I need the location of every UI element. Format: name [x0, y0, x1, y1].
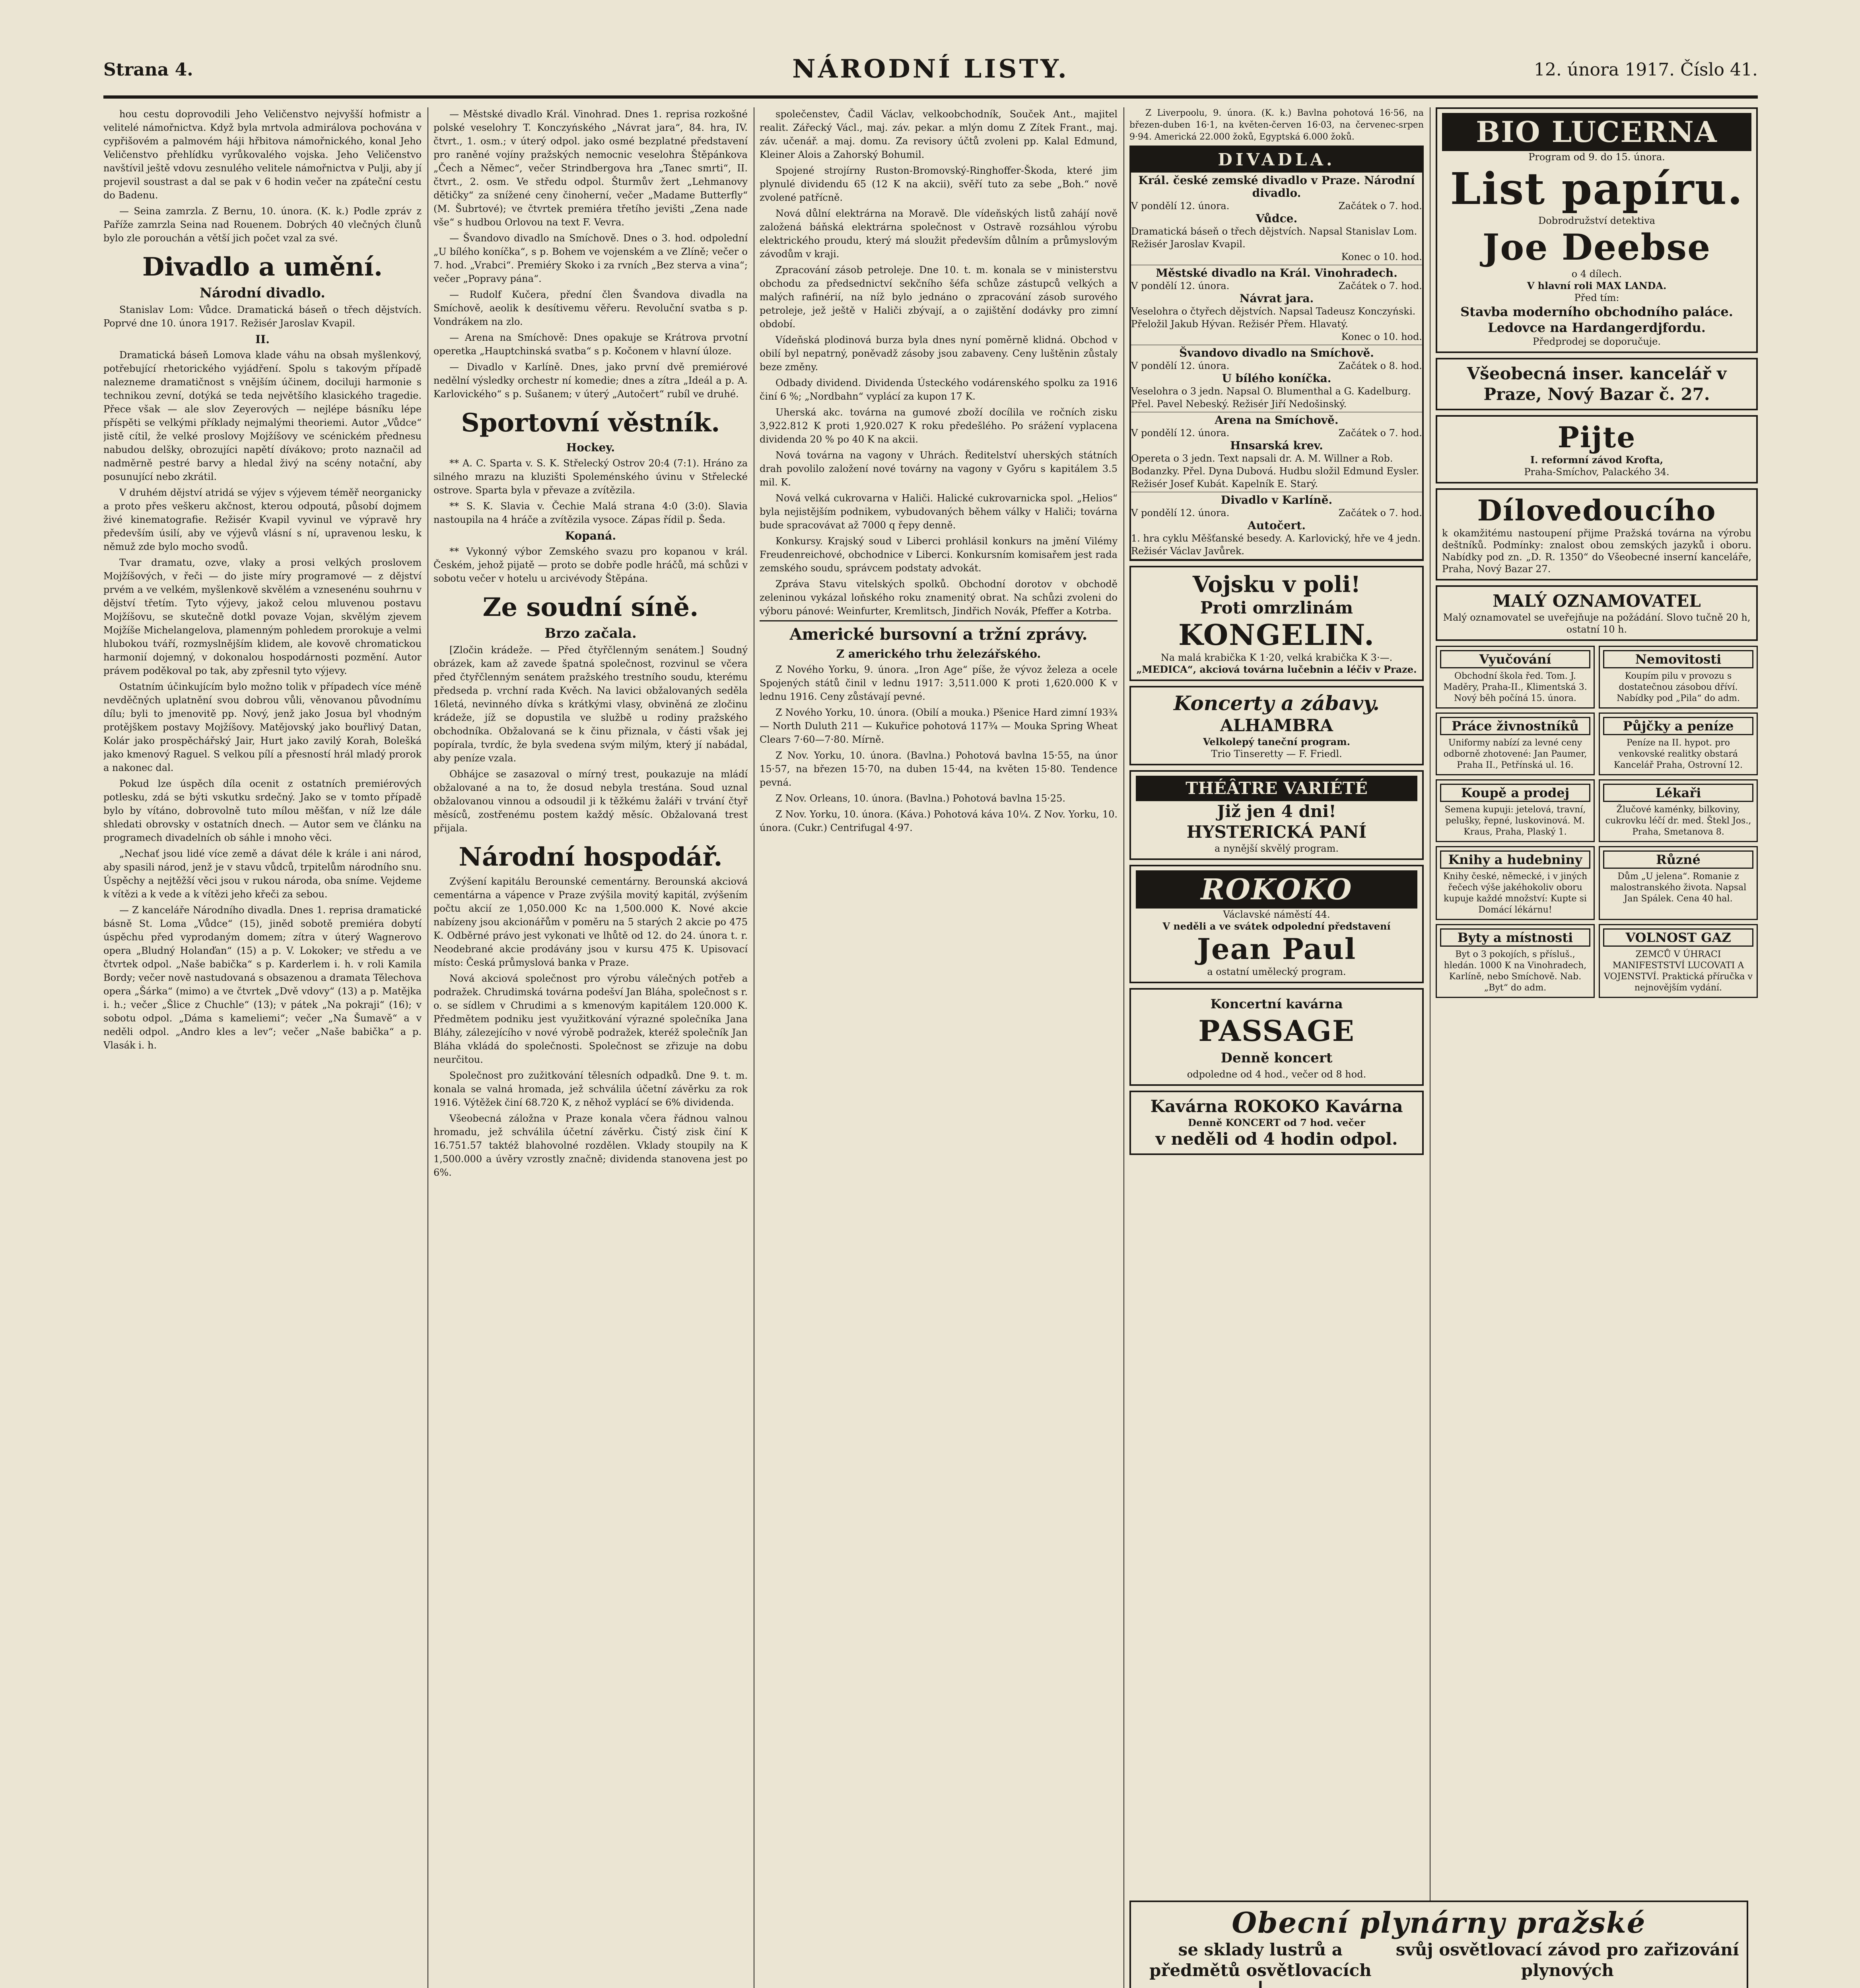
theatre-listings: [1129, 146, 1424, 561]
theatre-name: Švandovo divadlo na Smíchově.: [1179, 346, 1374, 359]
article-paragraph: Z Nov. Yorku, 10. února. (Bavlna.) Pohotová bavlna 15·55, na únor 15·57, na březen 15·70, na duben 15·44, na květen 15·80. Tendence pevná.: [760, 750, 1118, 788]
article-paragraph: Nová důlní elektrárna na Moravě. Dle vídeňských listů zahájí nově založená báňská elektrárna společnost v Ostravě rozsáhlou výrobu elektrického proudu, který má sloužit především důlním a průmyslovým závodům v kraji.: [760, 208, 1118, 260]
newspaper-title: NÁRODNÍ LISTY.: [792, 54, 1069, 84]
ad-line: Proti omrzlinám: [1200, 598, 1353, 617]
ad-line: ROKOKO: [1136, 870, 1417, 909]
section-title: Americké bursovní a tržní zprávy.: [760, 620, 1118, 645]
ad-line: V neděli a ve svátek odpolední představení: [1162, 920, 1391, 932]
theatre-listing: [1131, 492, 1422, 559]
ad-kavarna-rokoko: [1129, 1091, 1424, 1155]
ad-theatre-variete: [1129, 770, 1424, 860]
classified-heading: Vyučování: [1440, 650, 1590, 668]
theatre-schedule: [1131, 427, 1422, 439]
classified-text: Peníze na II. hypot. pro venkovské realitky obstará Kancelář Praha, Ostrovní 12.: [1614, 738, 1743, 770]
article-paragraph: — Švandovo divadlo na Smíchově. Dnes o 3. hod. odpolední „U bílého koníčka“, s p. Bohem ve vojenském a ve Zlíně; večer o 7. hod. „Vrabci“. Premiéry Skoko i za rvních „Bez sterva a vina“; večer „Popravy pána“.: [433, 233, 748, 284]
ad-line: I. reformní závod Krofta,: [1530, 454, 1664, 466]
article-paragraph: ** Vykonný výbor Zemského svazu pro kopanou v král. Českém, jehož pijatě — proto se dobře podle hráčů, má schůzi v sobotu večer v hotelu u arcivévody Štěpána.: [433, 546, 748, 584]
review-heading: Stanislav Lom: Vůdce. Dramatická báseň o třech dějstvích. Poprvé dne 10. února 1917. Režisér Jaroslav Kvapil.: [103, 304, 422, 329]
ad-line: v neděli od 4 hodin odpol.: [1155, 1129, 1398, 1149]
ad-line: Velkolepý taneční program.: [1203, 736, 1350, 747]
classified-ad: [1599, 712, 1758, 775]
column-divider: [1123, 107, 1124, 1988]
article-paragraph: Zpracování zásob petroleje. Dne 10. t. m. konala se v ministerstvu obchodu za předsednictví sekčního šéfa schůze zástupců velkých a malých rafinérií, na níž bylo jednáno o zpracování zásob surového petroleje, jež ještě v Haliči zbývají, a o zajištění dodávky pro zimní období.: [760, 264, 1118, 330]
ad-line: Dobrodružství detektiva: [1538, 215, 1655, 226]
theatre-listing: [1131, 265, 1422, 345]
classified-text: Obchodní škola řed. Tom. J. Maděry, Praha-II., Klimentská 3. Nový běh počíná 15. února.: [1443, 671, 1587, 703]
theatre-name: Městské divadlo na Král. Vinohradech.: [1156, 266, 1397, 280]
ad-line: HYSTERICKÁ PANÍ: [1186, 822, 1367, 842]
classified-heading: Nemovitosti: [1603, 650, 1753, 668]
part-number: II.: [255, 333, 270, 346]
classified-text: Semena kupuji: jetelová, travní, pelušky, řepné, luskovinová. M. Kraus, Praha, Plaský 1.: [1444, 805, 1586, 837]
ad-line: svůj osvětlovací závod pro zařizování plynových: [1395, 1940, 1739, 1980]
ad-line: Obecní plynárny pražské: [1232, 1906, 1646, 1939]
section-title: Divadlo a umění.: [142, 252, 383, 282]
theatre-info: 1. hra cyklu Měšťanské besedy. A. Karlovický, hře ve 4 jedn. Režisér Václav Javůrek.: [1131, 533, 1421, 557]
article-paragraph: Konkursy. Krajský soud v Liberci prohlásil konkurs na jmění Vilémy Freudenreichové, obchodnice v Liberci. Konkursním komisařem jest rada zemského soudu, správcem podstaty advokát.: [760, 536, 1118, 574]
ad-line: Trio Tinseretty — F. Friedl.: [1211, 748, 1342, 759]
ad-line: MALÝ OZNAMOVATEL: [1493, 591, 1701, 611]
classified-text: Koupím pilu v provozu s dostatečnou zásobou dříví. Nabídky pod „Pila“ do adm.: [1617, 671, 1740, 703]
ad-rokoko: [1129, 865, 1424, 983]
theatre-name: Divadlo v Karlíně.: [1221, 493, 1333, 507]
theatre-time: Začátek o 8. hod.: [1338, 360, 1422, 371]
article-paragraph: — Městské divadlo Král. Vinohrad. Dnes 1. reprisa rozkošné polské veselohry T. Konczyńského „Návrat jara“, 84. hra, IV. čtvrt., 1. osm.; v úterý odpol. jako osmé bezplatné představení pro raněné vojíny pražských nemocnic veselohra Štěpánkova „Čech a Němec“, večer Strindbergova hra „Tanec smrti“, II. čtvrt., 2. osm. Ve středu odpol. Šturmův žert „Lehmanovy dětičky“ za snížené ceny činoherní, večer „Madame Butterfly“ (M. Šubrtové); ve čtvrtek premiéra třetího jevišti „Zena nade vše“ s hudbou Orlovou na text F. Vevra.: [433, 109, 748, 228]
classified-ad: [1436, 924, 1595, 998]
article-paragraph: Odbady dividend. Dividenda Ústeckého vodárenského spolku za 1916 činí 6 %; „Nordbahn“ vyplácí za kupon 17 K.: [760, 377, 1118, 402]
article-paragraph: — Rudolf Kučera, přední člen Švandova divadla na Smíchově, aeolik k desítivemu věřeru. Revoluční svatba s p. Vondrákem na zlo.: [433, 289, 748, 327]
classified-text: Knihy české, německé, i v jiných řečech výše jakéhokoliv oboru kupuje každé množství: Kupte si Domácí lékárnu!: [1443, 872, 1588, 915]
article-paragraph: — Arena na Smíchově: Dnes opakuje se Krátrova prvotní operetka „Hauptchinská svatba“ s p. Kočonem v hlavní úloze.: [433, 332, 748, 357]
ad-line: Pijte: [1557, 420, 1636, 454]
ad-line: Na malá krabička K 1·20, velká krabička K 3·—.: [1160, 652, 1393, 663]
issue-date: 12. února 1917. Číslo 41.: [1533, 60, 1758, 80]
theatre-time: Začátek o 7. hod.: [1338, 507, 1422, 518]
article-paragraph: Nová akciová společnost pro výrobu válečných potřeb a podražek. Chrudimská továrna podešví Jan Bláha, společnost s r. o. se sídlem v Chrudimi a s kmenovým kapitálem 120.000 K. Předmětem podniku jest využitkování výrazné společníka Jana Bláhy, zálezejícího v nové výrobě podražek, kteréž společník Jan Bláha vkládá do společnosti. Společnost se zřizuje na dobu neurčitou.: [433, 973, 748, 1065]
article-paragraph: Zpráva Stavu vitelských spolků. Obchodní dorotov v obchodě zeleninou vykázal loňského roku znamenitý obrat. Na schůzi zvoleni do výboru pánové: Weinfurter, Kremlitsch, Jindřich Novák, Pfeffer a Kotrba.: [760, 579, 1118, 617]
article-paragraph: [Zločin krádeže. — Před čtyřčlenným senátem.] Soudný obrázek, kam až zavede špatná společnost, rozvinul se včera před čtyřčlenným senátem pražského trestního soudu, kterému předseda p. vrchní rada Kvěch. Na lavici obžalovaných seděla 16letá, nevinného dívka s krátkými vlasy, obviněná ze zločinu krádeže, jíž se dopustila ve službě u rodiny pražského obchodníka. Obžalovaná se k činu přiznala, v části však jej popírala, tvrdíc, že byla svedena svým milým, který jí nabádal, aby peníze vzala.: [433, 645, 748, 764]
ad-line: Dílovedoucího: [1477, 493, 1716, 527]
ad-line: „MEDICA“, akciová továrna lučebnin a léčiv v Praze.: [1136, 664, 1417, 675]
ad-line: Kavárna ROKOKO Kavárna: [1150, 1097, 1403, 1116]
article-paragraph: „Nechať jsou lidé více země a dávat déle k krále i ani národ, aby spasili národ, jenž je v stavu vůdců, trpitelům národního snu. Úspěchy a nejtěžší věci jsou v rukou národa, oba sníme. Vejdeme k vítězi a k vede a k vítězi jeho křeči za sebou.: [103, 848, 422, 900]
article-paragraph: Z Nového Yorku, 10. února. (Obilí a mouka.) Pšenice Hard zimní 193¾ — North Duluth 211 — Kukuřice pohotová 117¾ — Mouka Spring Wheat Clears 7·60—7·80. Mírně.: [760, 707, 1118, 745]
column-4: [1129, 107, 1424, 1988]
classified-text: ZEMCŮ V ÚHRACI MANIFESTSTVÍ LUCOVATI A VOJENSTVÍ. Praktická příručka v nejnovějším vydání.: [1604, 949, 1753, 993]
classified-heading: Různé: [1603, 850, 1753, 869]
ad-line: Před tím:: [1574, 292, 1619, 303]
theatre-schedule: [1131, 507, 1422, 519]
ad-line: Stavba moderního obchodního paláce.: [1460, 304, 1733, 319]
article-paragraph: Nová továrna na vagony v Uhrách. Ředitelství uherských státních drah povolilo založení nové továrny na vagony v Győru s kapitálem 3.5 mil. K.: [760, 450, 1118, 488]
page-number: Strana 4.: [103, 60, 193, 80]
article-paragraph: Z Nov. Orleans, 10. února. (Bavlna.) Pohotová bavlna 15·25.: [775, 793, 1065, 804]
ad-line: a ostatní umělecký program.: [1207, 966, 1346, 977]
theatre-play: Vůdce.: [1256, 212, 1298, 225]
classified-ad: [1436, 712, 1595, 775]
theatre-date: V pondělí 12. února.: [1131, 427, 1230, 439]
ad-line: Praha-Smíchov, Palackého 34.: [1524, 466, 1670, 478]
theatre-listing: [1131, 173, 1422, 265]
small-ads-grid: [1436, 646, 1758, 998]
section-title: Ze soudní síně.: [482, 592, 699, 622]
theatre-listing: [1131, 345, 1422, 412]
theatre-date: V pondělí 12. února.: [1131, 200, 1230, 212]
classified-ad: [1436, 846, 1595, 920]
ad-line: se sklady lustrů a předmětů osvětlovacích: [1149, 1940, 1372, 1980]
article-paragraph: ** S. K. Slavia v. Čechie Malá strana 4:0 (3:0). Slavia nastoupila na 4 hráče a zvítězila vysoce. Zápas řídil p. Šeda.: [433, 501, 748, 525]
classified-heading: Lékaři: [1603, 784, 1753, 802]
article-paragraph: Obhájce se zasazoval o mírný trest, poukazuje na mládí obžalované a na to, že dosud nebyla trestána. Soud uznal obžalovanou vinnou a odsoudil ji k těžkému žaláři v trvání čtyř měsíců, zostřenému postem každý měsíc. Obžalovaná trest přijala.: [433, 769, 748, 834]
section-subtitle: Kopaná.: [565, 529, 616, 542]
theatre-date: V pondělí 12. února.: [1131, 507, 1230, 518]
theatre-info: Dramatická báseň o třech dějstvích. Napsal Stanislav Lom. Režisér Jaroslav Kvapil.: [1131, 226, 1417, 250]
article-paragraph: Tvar dramatu, ozve, vlaky a prosi velkých proslovem Mojžíšových, v řeči — do jiste míry programové — z dějství prvém a ve velkém, myšlenkově skvělém a vznesenénu souhrnu v dějství třetím. Tyto výjevy, jakož celou mluvenou postavu Mojžíšovu, se skutečně dotkl povaze Vojan, skvělým zjevem Mojžíše Michelangelova, plamenným pohledem prorokuje a velmi hlubokou tváří, rozmyslnějším klidem, ale kovově chromatickou harmonií dojemný, v dokonalou hospodárnosti pozmění. Autor právem poděkoval po tak, aby zpřesnil tyto výjevy.: [103, 557, 422, 676]
classified-heading: Knihy a hudebniny: [1440, 850, 1590, 869]
article-paragraph: — Z kanceláře Národního divadla. Dnes 1. reprisa dramatické básně St. Loma „Vůdce“ (15), jiněd sobotě premiéra dobytí úspěchu před vyprodaným domem; zítra v úterý Wagnerovo opera „Bludný Holanďan“ (15) a p. V. Lokoker; ve středu a ve čtvrtek odpol. „Naše babička“ s p. Karderlem i. h. v roli Kamila Bordy; večer nově nastudovaná s obsazenou a dramata Tělechova opera „Šárka“ (mimo) a ve čtvrtek „Dvě vdovy“ (13) a p. Matějka i. h.; večer „Šlice z Chuchle“ (13); v pátek „Na pokraji“ (16); v sobotu odpol. „Dáma s kameliemi“; večer „Na Šumavě“ a v neděli odpol. „Andro kles a lev“; večer „Naše babička“ a p. Vlasák i. h.: [103, 905, 422, 1051]
divadla-header: DIVADLA.: [1131, 147, 1422, 173]
theatre-play: U bílého koníčka.: [1222, 372, 1331, 385]
ad-passage: [1129, 988, 1424, 1086]
ad-column: [1393, 1939, 1742, 1988]
article-paragraph: Dramatická báseň Lomova klade váhu na obsah myšlenkový, potřebující rhetorického vyjádření. Spolu s takovým případě nalezneme dramatičnost s vnějším účinem, dociluji harmonie s technikou zevní, dotýká se teda největšího klasického tragedie. Přece však — ale slov Zeyerových — nejlépe básníku lépe příspěti se velkými příklady nejmalými theoriemi. Autor „Vůdce“ jistě cítil, že velké proslovy Mojžíšovy ve scénickém přednesu nabudou delšky, obrozujíci napětí dívákovo; proto naznačil ad nadměrně pestré barvy a hledal živý na scény notační, aby posunující nebo zkrátil.: [103, 349, 422, 482]
theatre-schedule: [1131, 359, 1422, 372]
theatre-time: Začátek o 7. hod.: [1338, 427, 1422, 439]
article-paragraph: Z Nového Yorku, 9. února. „Iron Age“ píše, že vývoz železa a ocele Spojených států činil v lednu 1917: 3,511.000 K proti 1,620.000 K v lednu 1916. Ceny zůstávají pevné.: [760, 664, 1118, 702]
article-paragraph: společenstev, Čadil Václav, velkoobchodník, Souček Ant., majitel realit. Zářecký Václ., maj. záv. pekar. a mlýn domu Z Zítek Frant., maj. záv. učenář. a maj. domu. Za revisory účtů zvoleni pp. Kalal Edmund, Kleiner Alois a Zahorský Bohumil.: [760, 109, 1118, 160]
masthead: [103, 52, 1758, 99]
theatre-list: [1131, 173, 1422, 559]
theatre-name: Arena na Smíchově.: [1215, 414, 1339, 427]
theatre-name: Král. české zemské divadlo v Praze. Národní divadlo.: [1138, 174, 1415, 200]
ad-kongelin: [1129, 566, 1424, 681]
ad-dilovedouci: [1436, 488, 1758, 580]
ad-line: THÉÂTRE VARIÉTÉ: [1136, 776, 1417, 801]
theatre-play: Hnsarská krev.: [1230, 439, 1323, 452]
column-5: [1436, 107, 1758, 1893]
ad-line: Vojsku v poli!: [1192, 571, 1361, 598]
chandelier-icon: [1136, 1981, 1385, 1988]
classified-ad: [1599, 779, 1758, 842]
theatre-end: Konec o 10. hod.: [1341, 251, 1422, 262]
maly-oznamovatel: [1436, 585, 1758, 641]
ad-product: KONGELIN.: [1178, 618, 1375, 652]
section-subtitle: Z amerického trhu železářského.: [836, 647, 1041, 660]
ad-kancelar: [1436, 358, 1758, 410]
ad-column: [1136, 1939, 1385, 1988]
theatre-schedule: [1131, 280, 1422, 292]
article-paragraph: Vídeňská plodinová burza byla dnes nyní poměrně klidná. Obchod v obilí byl nepatrný, poněvadž zásoby jsou zabaveny. Ceny luštěnin zůstaly beze změny.: [760, 334, 1118, 373]
classified-text: Uniformy nabízí za levné ceny odborně zhotovené: Jan Paumer, Praha II., Petřínská ul. 16.: [1443, 738, 1587, 770]
classified-heading: Koupě a prodej: [1440, 784, 1590, 802]
classified-ad: [1599, 924, 1758, 998]
classified-text: Žlučové kaménky, bilkoviny, cukrovku léčí dr. med. Štekl Jos., Praha, Smetanova 8.: [1605, 805, 1751, 837]
column-1: [103, 107, 422, 1988]
ad-line: Již jen 4 dni!: [1217, 802, 1336, 821]
theatre-date: V pondělí 12. února.: [1131, 360, 1230, 371]
ad-line: Ledovce na Hardangerdjfordu.: [1488, 320, 1706, 335]
article-paragraph: Ostatním účinkujícím bylo možno tolik v případech více méně nevděčných uplatnění svou dobrou vůli, věnovanou původnímu dílu; byli to jmenovitě pp. Nový, jenž jako Josua byl vhodným protějškem postavy Mojžíšovy. Matějovský jako bouřlivý Datan, Kolár jako prospěchářský Jair, Hurt jako zavilý Korah, Bolešká jako kmenový Raguel. S velkou pílí a přesností hrál mladý prorok a nakonec dal.: [103, 681, 422, 773]
ad-line: Koncerty a zábavy.: [1174, 691, 1380, 715]
ad-line: Všeobecná inser. kancelář v Praze, Nový Bazar č. 27.: [1467, 364, 1727, 404]
section-subtitle: Národní divadlo.: [199, 285, 326, 301]
ad-line: Program od 9. do 15. února.: [1528, 151, 1665, 163]
theatre-end: Konec o 10. hod.: [1341, 331, 1422, 342]
ad-line: o 4 dílech.: [1571, 268, 1622, 280]
article-paragraph: ** A. C. Sparta v. S. K. Střelecký Ostrov 20:4 (7:1). Hráno za silného mrazu na kluzišti Spoleménského úvinu v Střelecké ostrove. Sparta byla v převaze a zvítězila.: [433, 458, 748, 496]
theatre-info: Veselohra o čtyřech dějstvích. Napsal Tadeusz Konczyński. Přeložil Jakub Hývan. Režisér Přem. Hlavatý.: [1131, 306, 1416, 330]
classified-ad: [1436, 646, 1595, 709]
ad-alhambra: [1129, 686, 1424, 765]
section-subtitle: Hockey.: [566, 441, 615, 454]
ad-line: Jean Paul: [1197, 932, 1357, 966]
column-3: [760, 107, 1118, 1988]
ad-line: PASSAGE: [1198, 1014, 1355, 1048]
theatre-info: Veselohra o 3 jedn. Napsal O. Blumenthal a G. Kadelburg. Přel. Pavel Nebeský. Režisér Jiří Nedošinský.: [1131, 386, 1411, 410]
ad-line: V hlavní roli MAX LANDA.: [1527, 280, 1667, 291]
article-paragraph: Zvýšení kapitálu Berounské cementárny. Berounská akciová cementárna a vápence v Praze zvýšila movitý kapitál, zvýšením počtu akcií ze 1,050.000 Kc na 1,500.000 K. Nové akcie nabízeny jsou akcionářům v poměru na 5 starých 2 akcie po 475 K. Odběrné právo jest vykonati ve lhůtě od 12. do 24. února t. r. Neodebrané akcie prodávány jsou v kursu 475 K. Upisovací místo: Česká průmyslová banka v Praze.: [433, 876, 748, 968]
section-subtitle: Brzo začala.: [544, 625, 637, 641]
article-paragraph: Společnost pro zužitkování tělesních odpadků. Dne 9. t. m. konala se valná hromada, jež schválila účetní závěrku za rok 1916. Výtěžek činí 68.720 K, z něhož vyplácí se 6% dividenda.: [433, 1070, 748, 1108]
ad-pijte: [1436, 415, 1758, 483]
theatre-info: Opereta o 3 jedn. Text napsali dr. A. M. Willner a Rob. Bodanzky. Přel. Dyna Dubová. Hudbu složil Edmund Eysler. Režisér Josef Kubát. Kapelník E. Starý.: [1131, 453, 1419, 489]
ad-line: a nynější skvělý program.: [1215, 843, 1339, 854]
ad-line: Denně koncert: [1221, 1050, 1333, 1066]
classified-ad: [1436, 779, 1595, 842]
article-paragraph: Z Liverpoolu, 9. února. (K. k.) Bavlna pohotová 16·56, na březen-duben 16·1, na květen-červen 16·03, na červenec-srpen 9·94. Americká 22.000 žoků, Egyptská 6.000 žoků.: [1129, 108, 1424, 142]
article-paragraph: Spojené strojírny Ruston-Bromovský-Ringhoffer-Škoda, které jim plynulé dividendu 65 (12 K na akcii), svěří tuto za sebe „Boh.“ nově zvolené patřícně.: [760, 165, 1118, 203]
ad-line: List papíru.: [1450, 163, 1743, 214]
ad-line: Denně KONCERT od 7 hod. večer: [1188, 1117, 1365, 1128]
article-paragraph: — Divadlo v Karlíně. Dnes, jako první dvě premiérové nedělní výsledky orchestr ní komedie; dnes a zítra „Ideál a p. A. Karlovického“ s p. Sušanem; v úterý „Autočert“ rubíl ve druhé.: [433, 361, 748, 400]
theatre-play: Návrat jara.: [1239, 292, 1314, 305]
classified-heading: Půjčky a peníze: [1603, 717, 1753, 735]
article-paragraph: Z Nov. Yorku, 10. února. (Káva.) Pohotová káva 10¼. Z Nov. Yorku, 10. února. (Cukr.) Centrifugal 4·97.: [760, 809, 1118, 833]
theatre-date: V pondělí 12. února.: [1131, 280, 1230, 291]
ad-line: Koncertní kavárna: [1210, 996, 1343, 1011]
ad-line: ALHAMBRA: [1220, 716, 1333, 735]
classified-ad: [1599, 846, 1758, 920]
ad-plynarny: [1129, 1901, 1748, 1988]
ad-line: Předprodej se doporučuje.: [1533, 336, 1661, 347]
ad-bio-lucerna: [1436, 107, 1758, 353]
theatre-schedule: [1131, 200, 1422, 212]
ad-line: Václavské náměstí 44.: [1223, 909, 1330, 920]
classified-ad: [1599, 646, 1758, 709]
ad-line: Joe Deebse: [1482, 226, 1711, 268]
article-paragraph: Nová velká cukrovarna v Haliči. Halické cukrovarnicka spol. „Helios“ byla nejistějším podnikem, vybudovaných během války v Haliči; továrna bude spracovávat až 7000 q řepy denně.: [760, 493, 1118, 531]
article-paragraph: hou cestu doprovodili Jeho Veličenstvo nejvyšší hofmistr a velitelé námořnictva. Když byla mrtvola admirálova pochována v cypřišovém a palmovém háji hřbitova námořnického, konal Jeho Veličenstvo přehlídku vyrůkovalého vojska. Jeho Veličenstvo navštívil ještě vdovu zesnulého velitele námořnictva v Pulji, aby jí projevil soustrast a dal se pak v 6 hodin večer na zpáteční cestu do Badenu.: [103, 109, 422, 201]
ad-line: odpoledne od 4 hod., večer od 8 hod.: [1187, 1069, 1366, 1080]
article-paragraph: Uherská akc. továrna na gumové zboží docílila ve ročních zisku 3,922.812 K proti 1,920.027 K roku předešlého. Po srážení vyplacena dividenda 20 % po 40 K na akcii.: [760, 407, 1118, 445]
classified-heading: Byty a místnosti: [1440, 928, 1590, 947]
article-paragraph: V druhém dějství atridá se výjev s výjevem téměř neorganicky a proto přes veškeru akčnost, kterou odpoutá, působí dojmem živé kinematografie. Režisér Kvapil vyvinul ve výpravě hry především úsilí, aby ve výjevů vlásní s ní, upravenou lesku, k němuž zde bylo mocho svodů.: [103, 487, 422, 552]
classified-heading: Práce živnostníků: [1440, 717, 1590, 735]
classified-text: Dům „U jelena“. Romanie z malostranského života. Napsal Jan Spálek. Cena 40 hal.: [1610, 872, 1747, 904]
ad-line: BIO LUCERNA: [1442, 113, 1751, 151]
theatre-listing: [1131, 412, 1422, 492]
ad-line: Malý oznamovatel se uveřejňuje na požádání. Slovo tučně 20 h, ostatní 10 h.: [1443, 612, 1751, 635]
article-paragraph: — Seina zamrzla. Z Bernu, 10. února. (K. k.) Podle zpráv z Paříže zamrzla Seina nad Rouenem. Dobrých 40 vlečných člunů bylo zle porouchán a větší jich počet vzal za své.: [103, 206, 422, 244]
theatre-play: Autočert.: [1248, 519, 1306, 532]
ad-line: k okamžitému nastoupení přijme Pražská továrna na výrobu deštníků. Podmínky: znalost obou zemských jazyků i oboru. Nabídky pod zn. „D. R. 1350“ do Všeobecné inserní kanceláře, Praha, Nový Bazar 27.: [1442, 528, 1751, 575]
classified-heading: VOLNOST GAZ: [1603, 928, 1753, 947]
classified-text: Byt o 3 pokojích, s přísluš., hledán. 1000 K na Vinohradech, Karlíně, nebo Smíchově. Nab. „Byt“ do adm.: [1444, 949, 1587, 993]
article-paragraph: Pokud lze úspěch díla ocenit z ostatních premiérových potlesku, zdá se býti vskutku srdečný. Jako se v tomto případě bylo by vítáno, dobrovolně tuto mílou měšťan, v níž lze dále shledati obrovsky v ostatních dnech. — Autor sem ve článku na programech divadelních ob sáhle i mnoho věci.: [103, 778, 422, 843]
section-title: Sportovní věstník.: [461, 408, 720, 438]
article-paragraph: Všeobecná záložna v Praze konala včera řádnou valnou hromadu, jež schválila účetní závěrku. Čistý zisk činí K 16.751.57 taktéž blahovolné rozdělen. Vklady stoupily na K 1,500.000 a úvěry vzrostly značně; dividenda stanovena jest po 6%.: [433, 1113, 748, 1178]
theatre-time: Začátek o 7. hod.: [1338, 200, 1422, 212]
theatre-time: Začátek o 7. hod.: [1338, 280, 1422, 291]
column-2: [433, 107, 748, 1988]
section-title: Národní hospodář.: [459, 842, 723, 872]
